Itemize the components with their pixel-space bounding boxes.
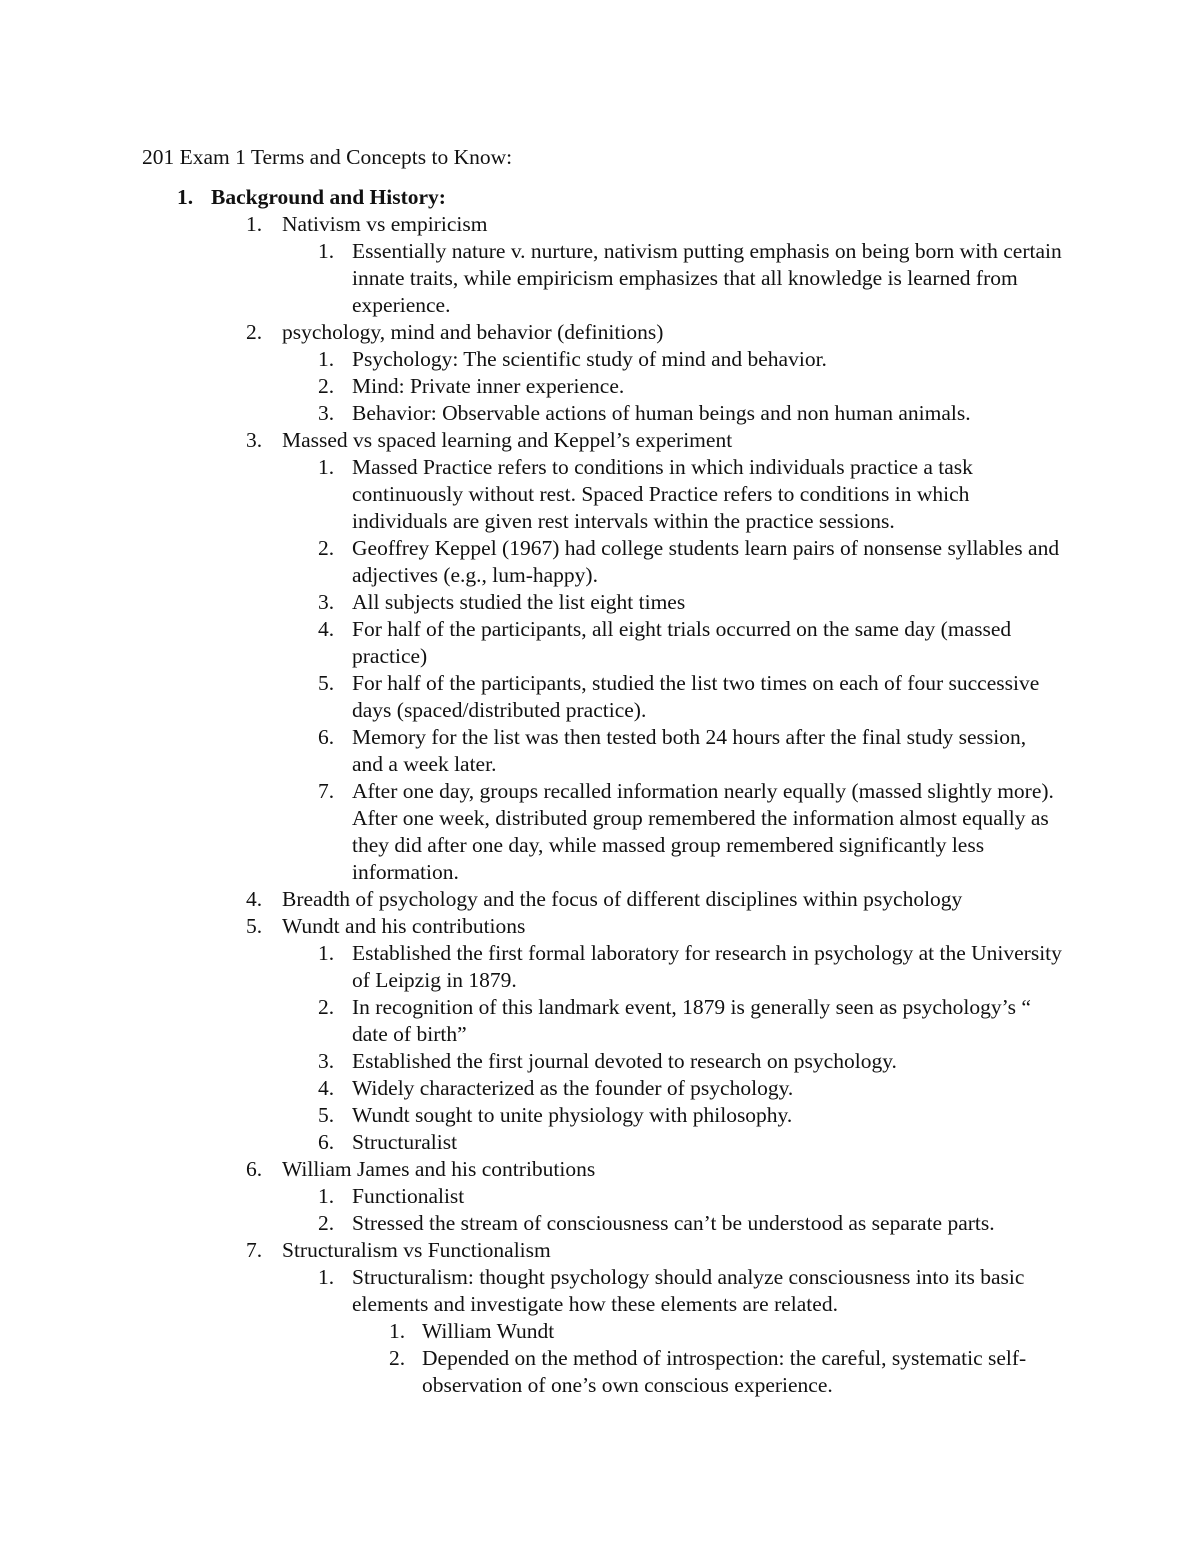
subdetail-text: Depended on the method of introspection: the careful, systematic self-observation of one’s own conscious experience. [422, 1346, 1027, 1397]
detail-text: Behavior: Observable actions of human beings and non human animals. [352, 401, 971, 425]
topic-text: Wundt and his contributions [282, 914, 526, 938]
section-item [0, 184, 1200, 1399]
detail-item [0, 1264, 1062, 1399]
detail-number: 2. [318, 536, 335, 560]
detail-item [0, 616, 1062, 670]
topic-text: Massed vs spaced learning and Keppel’s experiment [282, 428, 733, 452]
detail-text: Geoffrey Keppel (1967) had college students learn pairs of nonsense syllables and adjectives (e.g., lum-happy). [352, 536, 1060, 587]
detail-item [0, 1048, 1062, 1075]
detail-item [0, 670, 1062, 724]
detail-item [0, 373, 1062, 400]
topic-text: Structuralism vs Functionalism [282, 1238, 551, 1262]
detail-item [0, 400, 1062, 427]
document-outline [0, 184, 1200, 1399]
detail-item [0, 994, 1062, 1048]
topic-item [0, 886, 1062, 913]
detail-text: Structuralist [352, 1130, 458, 1154]
detail-text: Memory for the list was then tested both 24 hours after the final study session, and a week later. [352, 725, 1027, 776]
subdetail-text: William Wundt [422, 1319, 555, 1343]
detail-text: Essentially nature v. nurture, nativism putting emphasis on being born with certain innate traits, while empiricism emphasizes that all knowledge is learned from experience. [352, 239, 1062, 317]
detail-text: Psychology: The scientific study of mind and behavior. [352, 347, 827, 371]
detail-number: 2. [318, 995, 335, 1019]
section-list [0, 184, 1200, 1399]
detail-text: Structuralism: thought psychology should analyze consciousness into its basic elements and investigate how these elements are related. [352, 1265, 1025, 1316]
detail-text: Established the first journal devoted to research on psychology. [352, 1049, 897, 1073]
detail-text: Established the first formal laboratory for research in psychology at the University of Leipzig in 1879. [352, 941, 1062, 992]
detail-list [0, 346, 1062, 427]
detail-number: 1. [318, 1184, 335, 1208]
detail-number: 1. [318, 347, 335, 371]
topic-number: 7. [246, 1238, 263, 1262]
subdetail-item [0, 1318, 1062, 1345]
subdetail-number: 1. [389, 1319, 406, 1343]
topic-text: Breadth of psychology and the focus of different disciplines within psychology [282, 887, 963, 911]
topic-item [0, 1156, 1062, 1237]
detail-list [0, 1264, 1062, 1399]
detail-item [0, 346, 1062, 373]
detail-text: Wundt sought to unite physiology with philosophy. [352, 1103, 793, 1127]
detail-number: 2. [318, 374, 335, 398]
detail-number: 5. [318, 671, 335, 695]
detail-text: Functionalist [352, 1184, 465, 1208]
detail-number: 7. [318, 779, 335, 803]
detail-text: All subjects studied the list eight times [352, 590, 686, 614]
section-number: 1. [177, 185, 194, 209]
document-title: 201 Exam 1 Terms and Concepts to Know: [142, 145, 513, 169]
subdetail-list [0, 1318, 1062, 1399]
section-heading: Background and History: [211, 185, 446, 209]
detail-number: 2. [318, 1211, 335, 1235]
detail-list [0, 940, 1062, 1156]
detail-item [0, 238, 1062, 319]
detail-text: In recognition of this landmark event, 1879 is generally seen as psychology’s “ date of birth” [352, 995, 1031, 1046]
topic-number: 2. [246, 320, 263, 344]
detail-item [0, 940, 1062, 994]
detail-number: 5. [318, 1103, 335, 1127]
detail-text: For half of the participants, all eight trials occurred on the same day (massed practice) [352, 617, 1012, 668]
detail-list [0, 454, 1062, 886]
detail-text: Mind: Private inner experience. [352, 374, 625, 398]
topic-item [0, 1237, 1062, 1399]
topic-list [0, 211, 1200, 1399]
detail-text: Widely characterized as the founder of psychology. [352, 1076, 794, 1100]
detail-item [0, 1210, 1062, 1237]
topic-number: 4. [246, 887, 263, 911]
detail-list [0, 238, 1062, 319]
detail-item [0, 1129, 1062, 1156]
detail-item [0, 724, 1062, 778]
topic-text: psychology, mind and behavior (definitions) [282, 320, 664, 344]
detail-number: 1. [318, 239, 335, 263]
detail-number: 3. [318, 1049, 335, 1073]
topic-number: 3. [246, 428, 263, 452]
subdetail-number: 2. [389, 1346, 406, 1370]
topic-number: 5. [246, 914, 263, 938]
detail-list [0, 1183, 1062, 1237]
detail-item [0, 1183, 1062, 1210]
topic-number: 1. [246, 212, 263, 236]
detail-item [0, 589, 1062, 616]
topic-item [0, 211, 1062, 319]
detail-number: 4. [318, 617, 335, 641]
detail-item [0, 535, 1062, 589]
topic-item [0, 913, 1062, 1156]
detail-item [0, 454, 1062, 535]
topic-text: William James and his contributions [282, 1157, 596, 1181]
detail-text: For half of the participants, studied the list two times on each of four successive days (spaced/distributed practice). [352, 671, 1040, 722]
detail-item [0, 1102, 1062, 1129]
detail-item [0, 1075, 1062, 1102]
topic-item [0, 319, 1062, 427]
detail-number: 4. [318, 1076, 335, 1100]
detail-text: Massed Practice refers to conditions in which individuals practice a task continuously without rest. Spaced Practice refers to conditions in which individuals are given rest intervals within the practice sessions. [352, 455, 973, 533]
detail-number: 3. [318, 590, 335, 614]
detail-number: 3. [318, 401, 335, 425]
detail-text: Stressed the stream of consciousness can’t be understood as separate parts. [352, 1211, 995, 1235]
subdetail-item [0, 1345, 1062, 1399]
detail-text: After one day, groups recalled information nearly equally (massed slightly more). After one week, distributed group remembered the information almost equally as they did after one day, while massed group remembered significantly less information. [352, 779, 1054, 884]
topic-number: 6. [246, 1157, 263, 1181]
detail-number: 1. [318, 1265, 335, 1289]
detail-item [0, 778, 1062, 886]
topic-item [0, 427, 1062, 886]
topic-text: Nativism vs empiricism [282, 212, 488, 236]
detail-number: 1. [318, 455, 335, 479]
detail-number: 1. [318, 941, 335, 965]
detail-number: 6. [318, 1130, 335, 1154]
detail-number: 6. [318, 725, 335, 749]
